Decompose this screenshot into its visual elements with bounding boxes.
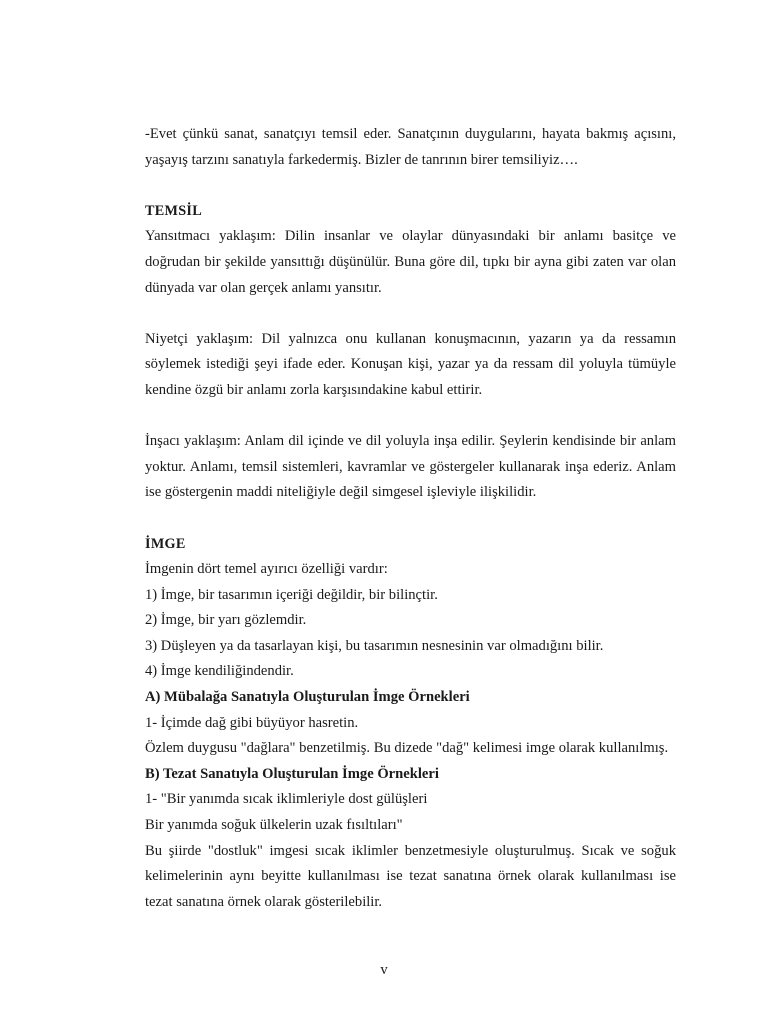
imge-heading: İMGE	[145, 535, 186, 552]
imge-intro: İmgenin dört temel ayırıcı özelliği vardır:	[145, 561, 388, 578]
section-b-verse-line: 1- "Bir yanımda sıcak iklimleriyle dost gülüşleri	[145, 791, 428, 808]
spacer	[145, 301, 676, 327]
imge-list-item: 3) Düşleyen ya da tasarlayan kişi, bu tasarımın nesnesinin var olmadığını bilir.	[145, 637, 604, 654]
section-a-explanation: Özlem duygusu "dağlara" benzetilmiş. Bu dizede "dağ" kelimesi imge olarak kullanılmış.	[145, 740, 669, 757]
intro-paragraph: -Evet çünkü sanat, sanatçıyı temsil eder. Sanatçının duygularını, hayata bakmış açısını, yaşayış tarzını sanatıyla farkedermiş. Bizler de tanrının birer temsiliyiz….	[145, 126, 676, 168]
document-body	[145, 122, 676, 915]
section-a-title: A) Mübalağa Sanatıyla Oluşturulan İmge Örnekleri	[145, 689, 470, 706]
imge-list-item: 2) İmge, bir yarı gözlemdir.	[145, 612, 307, 629]
imge-list-item: 4) İmge kendiliğindendir.	[145, 663, 294, 680]
spacer	[145, 506, 676, 532]
temsil-paragraph-yansitmaci: Yansıtmacı yaklaşım: Dilin insanlar ve olaylar dünyasındaki bir anlamı basitçe ve doğrudan bir şekilde yansıttığı düşünülür. Buna göre dil, tıpkı bir ayna gibi zaten var olan dünyada var olan gerçek anlamı yansıtır.	[145, 228, 676, 296]
section-b-explanation: Bu şiirde "dostluk" imgesi sıcak iklimler benzetmesiyle oluşturulmuş. Sıcak ve soğuk kelimelerinin aynı beyitte kullanılması ise tezat sanatına örnek olarak kullanılması ise tezat sanatına örnek olarak gösterilebilir.	[145, 842, 676, 910]
temsil-paragraph-insaci: İnşacı yaklaşım: Anlam dil içinde ve dil yoluyla inşa edilir. Şeylerin kendisinde bir anlam yoktur. Anlamı, temsil sistemleri, kavramlar ve göstergeler kullanarak inşa ederiz. Anlam ise göstergenin maddi niteliğiyle değil simgesel işleviyle ilişkilidir.	[145, 433, 676, 501]
temsil-heading: TEMSİL	[145, 202, 202, 219]
temsil-paragraph-niyetci: Niyetçi yaklaşım: Dil yalnızca onu kullanan konuşmacının, yazarın ya da ressamın söylemek istediği şeyi ifade eder. Konuşan kişi, yazar ya da ressam dil yoluyla tümüyle kendine özgü bir anlamı zorla karşısındakine kabul ettirir.	[145, 330, 676, 398]
imge-list-item: 1) İmge, bir tasarımın içeriği değildir, bir bilinçtir.	[145, 586, 438, 603]
section-b-title: B) Tezat Sanatıyla Oluşturulan İmge Örnekleri	[145, 765, 439, 782]
spacer	[145, 173, 676, 199]
section-a-example: 1- İçimde dağ gibi büyüyor hasretin.	[145, 714, 359, 731]
spacer	[145, 404, 676, 430]
section-b-verse-line: Bir yanımda soğuk ülkelerin uzak fısıltıları"	[145, 817, 403, 834]
page-number: v	[380, 962, 388, 978]
